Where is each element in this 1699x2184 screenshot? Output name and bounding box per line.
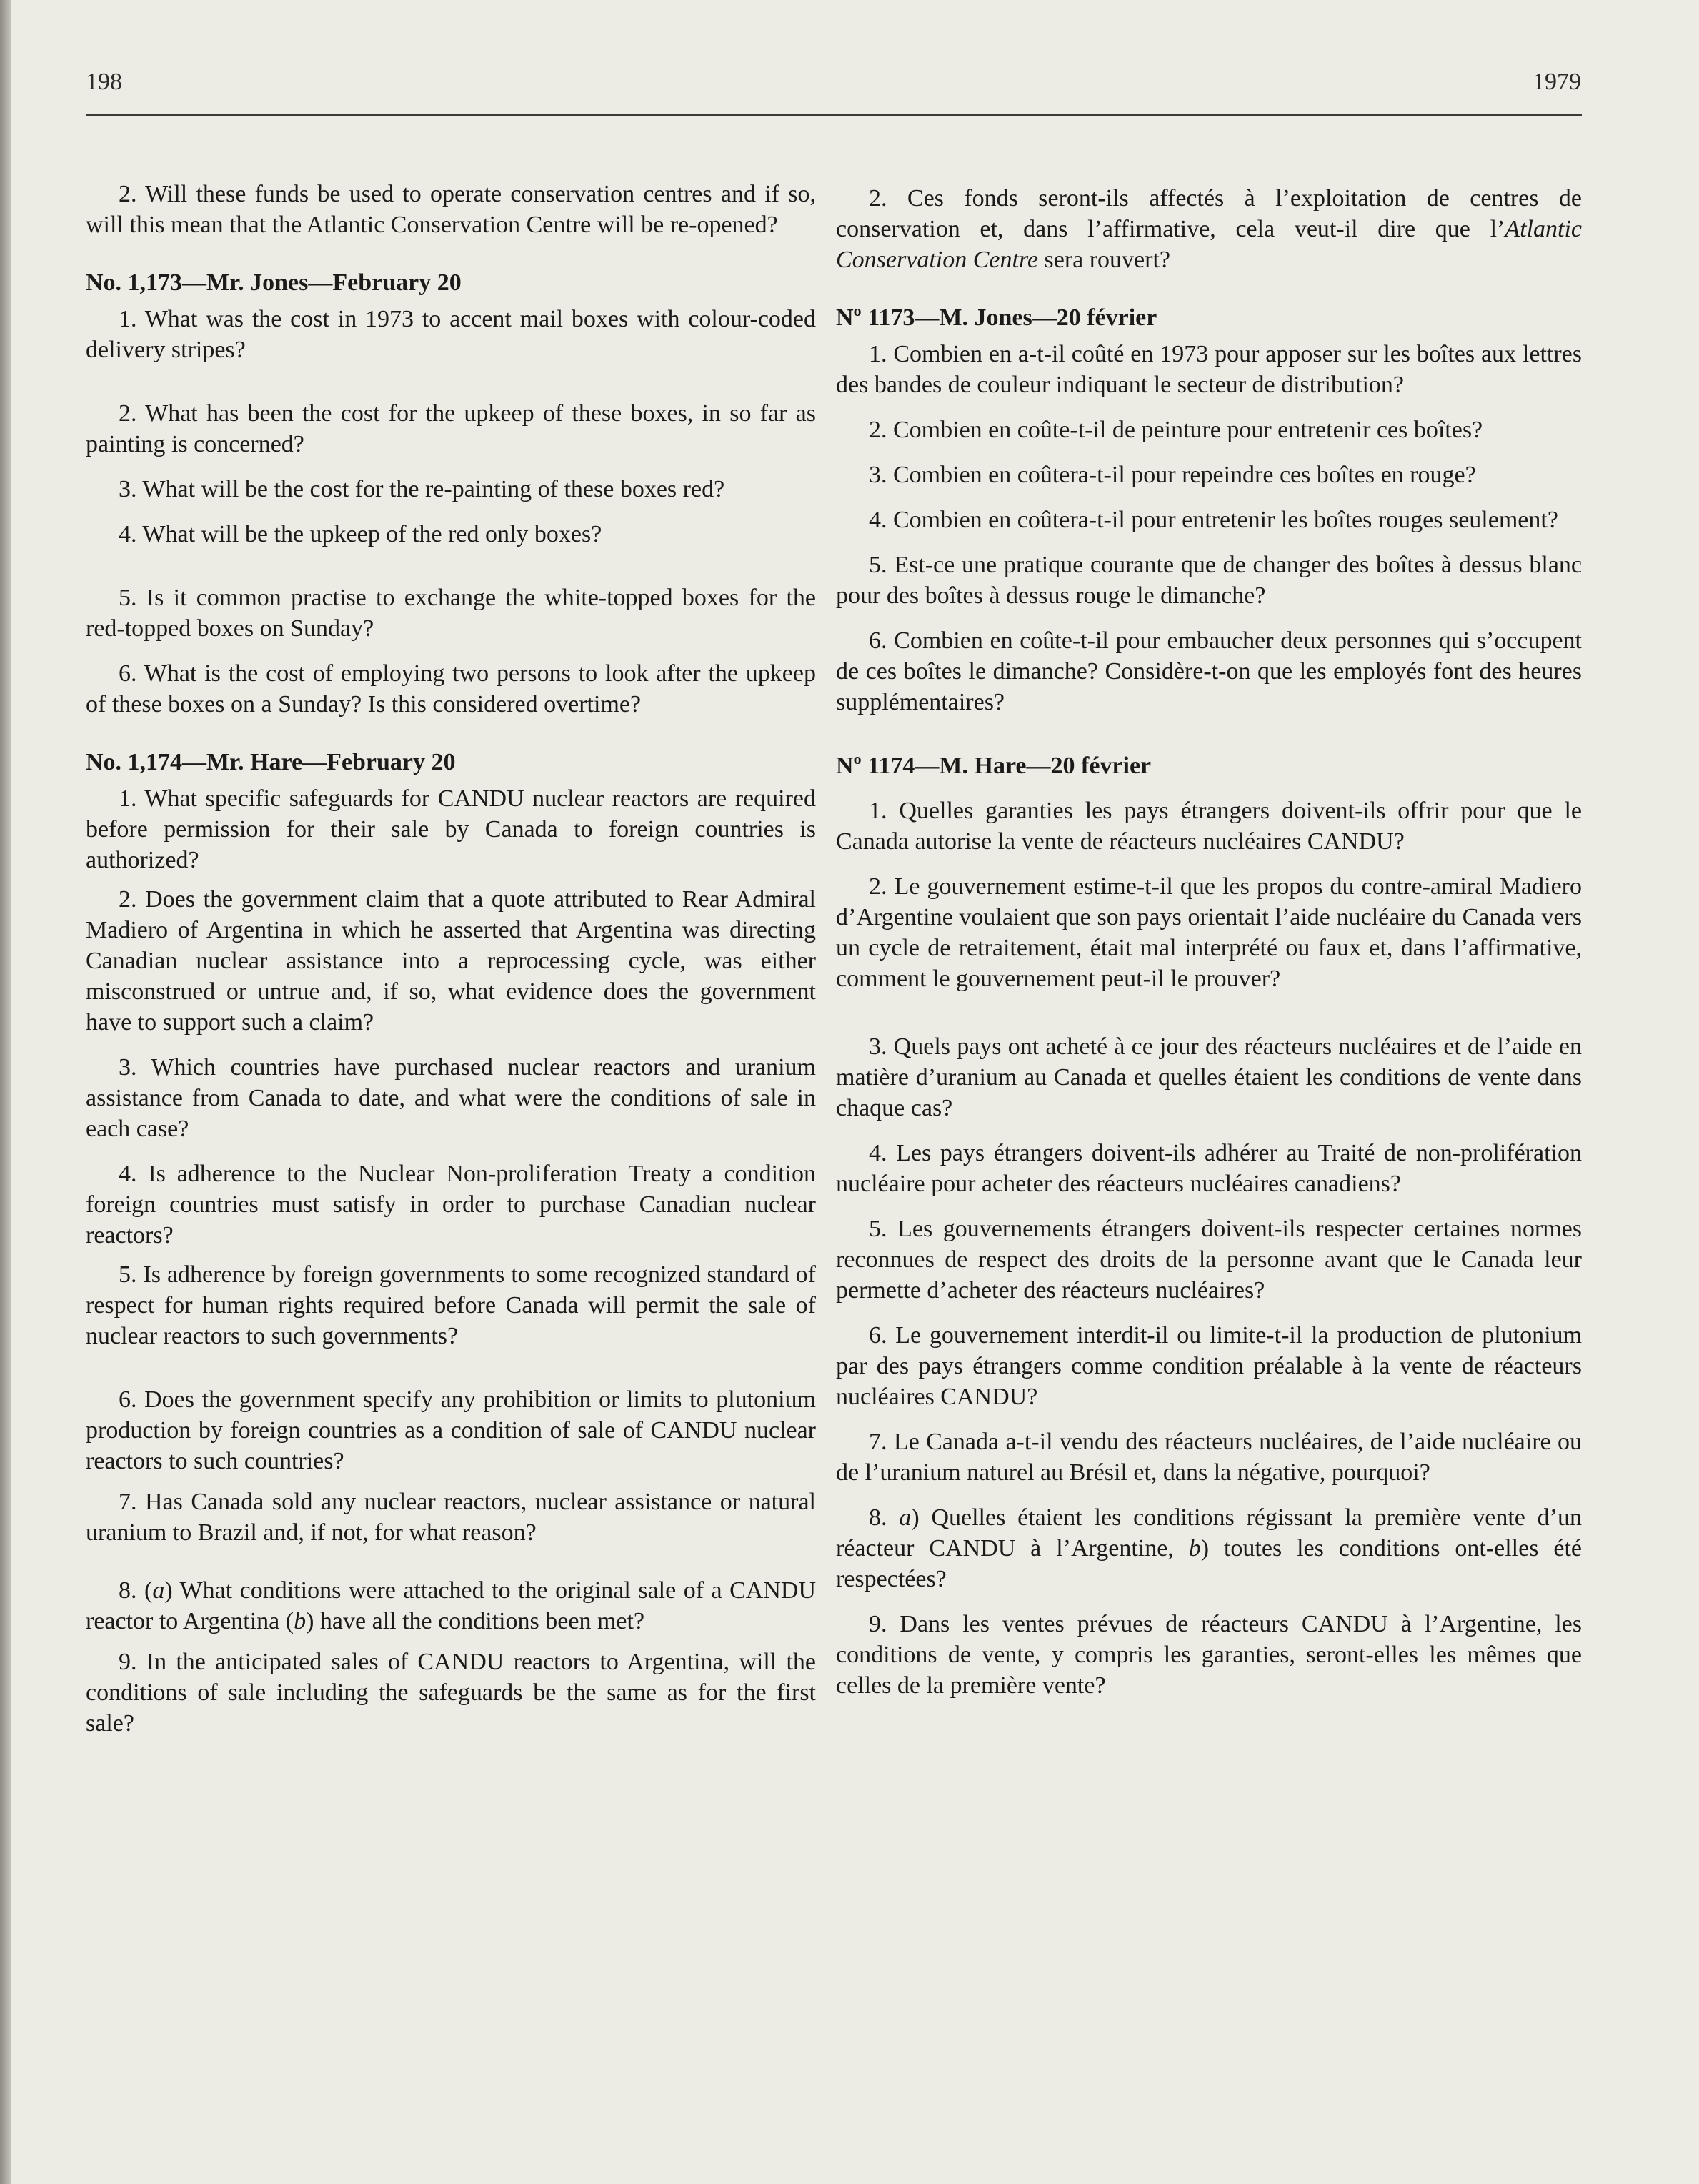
en-1174-item-1: 1. What specific safeguards for CANDU nuclear reactors are required before permission for their sale by Canada to foreign countries is authorized? xyxy=(86,785,816,873)
page-binding-shadow xyxy=(0,0,11,2184)
en-question-1173-heading: No. 1,173—Mr. Jones—February 20 xyxy=(86,269,462,296)
en-1173-item-5: 5. Is it common practise to exchange the white-topped boxes for the red-topped boxes on Sunday? xyxy=(86,585,816,642)
en-1174-item-7: 7. Has Canada sold any nuclear reactors, nuclear assistance or natural uranium to Brazil and, if not, for what reason? xyxy=(86,1489,816,1546)
en-1174-item-6: 6. Does the government specify any prohibition or limits to plutonium production by foreign countries as a condition of sale of CANDU nuclear reactors to such countries? xyxy=(86,1386,816,1474)
fr-1173-item-1: 1. Combien en a-t-il coûté en 1973 pour apposer sur les boîtes aux lettres des bandes de couleur indiquant le secteur de distribution? xyxy=(836,341,1582,398)
fr-1173-item-6: 6. Combien en coûte-t-il pour embaucher deux personnes qui s’occupent de ces boîtes le dimanche? Considère-t-on que les employés font des heures supplémentaires? xyxy=(836,627,1582,715)
fr-intro-question: 2. Ces fonds seront-ils affectés à l’exploitation de centres de conservation et, dans l’affirmative, cela veut-il dire que l’Atlantic Conservation Centre sera rouvert? xyxy=(836,185,1582,273)
fr-1174-item-4: 4. Les pays étrangers doivent-ils adhérer au Traité de non-prolifération nucléaire pour acheter des réacteurs nucléaires canadiens? xyxy=(836,1140,1582,1197)
en-1174-item-8: 8. (a) What conditions were attached to the original sale of a CANDU reactor to Argentina (b) have all the conditions been met? xyxy=(86,1577,816,1634)
page-year: 1979 xyxy=(1533,69,1581,95)
en-1173-item-1: 1. What was the cost in 1973 to accent mail boxes with colour-coded delivery stripes? xyxy=(86,306,816,363)
fr-1174-item-7: 7. Le Canada a-t-il vendu des réacteurs nucléaires, de l’aide nucléaire ou de l’uranium naturel au Brésil et, dans la négative, pourquoi? xyxy=(836,1429,1582,1486)
fr-1174-item-3: 3. Quels pays ont acheté à ce jour des réacteurs nucléaires et de l’aide en matière d’uranium au Canada et quelles étaient les conditions de vente dans chaque cas? xyxy=(836,1033,1582,1121)
fr-1174-item-5: 5. Les gouvernements étrangers doivent-ils respecter certaines normes reconnues de respect des droits de la personne avant que le Canada leur permette d’acheter des réacteurs nucléaires? xyxy=(836,1216,1582,1304)
fr-1173-item-5: 5. Est-ce une pratique courante que de changer des boîtes à dessus blanc pour des boîtes à dessus rouge le dimanche? xyxy=(836,552,1582,609)
fr-1173-item-2: 2. Combien en coûte-t-il de peinture pour entretenir ces boîtes? xyxy=(869,417,1483,443)
fr-1174-item-1: 1. Quelles garanties les pays étrangers doivent-ils offrir pour que le Canada autorise la vente de réacteurs nucléaires CANDU? xyxy=(836,798,1582,855)
en-1174-item-4: 4. Is adherence to the Nuclear Non-proliferation Treaty a condition foreign countries must satisfy in order to purchase Canadian nuclear reactors? xyxy=(86,1161,816,1249)
en-1173-item-4: 4. What will be the upkeep of the red only boxes? xyxy=(119,521,602,547)
english-column xyxy=(86,179,816,1739)
fr-1174-item-6: 6. Le gouvernement interdit-il ou limite-t-il la production de plutonium par des pays étrangers comme condition préalable à la vente de réacteurs nucléaires CANDU? xyxy=(836,1322,1582,1410)
en-1174-item-3: 3. Which countries have purchased nuclear reactors and uranium assistance from Canada to date, and what were the conditions of sale in each case? xyxy=(86,1054,816,1142)
en-1173-item-2: 2. What has been the cost for the upkeep of these boxes, in so far as painting is concerned? xyxy=(86,400,816,457)
en-intro-question: 2. Will these funds be used to operate conservation centres and if so, will this mean that the Atlantic Conservation Centre will be re-opened? xyxy=(86,181,816,238)
fr-1173-item-3: 3. Combien en coûtera-t-il pour repeindre ces boîtes en rouge? xyxy=(869,462,1476,488)
fr-question-1174-heading: Nº 1174—M. Hare—20 février xyxy=(836,753,1152,779)
french-column xyxy=(836,179,1582,1701)
en-1174-item-5: 5. Is adherence by foreign governments to some recognized standard of respect for human rights required before Canada will permit the sale of nuclear reactors to such governments? xyxy=(86,1261,816,1349)
fr-question-1173-heading: Nº 1173—M. Jones—20 février xyxy=(836,304,1157,331)
fr-1174-item-9: 9. Dans les ventes prévues de réacteurs CANDU à l’Argentine, les conditions de vente, y compris les garanties, seront-elles les mêmes que celles de la première vente? xyxy=(836,1611,1582,1699)
fr-1174-item-2: 2. Le gouvernement estime-t-il que les propos du contre-amiral Madiero d’Argentine voulaient que son pays orientait l’aide nucléaire du Canada vers un cycle de retraitement, était mal interprété ou faux et, dans l’affirmative, comment le gouvernement peut-il le prouver? xyxy=(836,873,1582,992)
en-question-1174-heading: No. 1,174—Mr. Hare—February 20 xyxy=(86,749,456,775)
fr-1173-item-4: 4. Combien en coûtera-t-il pour entretenir les boîtes rouges seulement? xyxy=(869,507,1558,533)
document-page xyxy=(11,0,1699,2184)
fr-1174-item-8: 8. a) Quelles étaient les conditions régissant la première vente d’un réacteur CANDU à l’Argentine, b) toutes les conditions ont-elles été respectées? xyxy=(836,1504,1583,1592)
header-rule xyxy=(86,114,1582,116)
en-1174-item-9: 9. In the anticipated sales of CANDU reactors to Argentina, will the conditions of sale including the safeguards be the same as for the first sale? xyxy=(86,1649,816,1737)
en-1174-item-2: 2. Does the government claim that a quote attributed to Rear Admiral Madiero of Argentina in which he asserted that Argentina was directing Canadian nuclear assistance into a reprocessing cycle, was either misconstrued or untrue and, if so, what evidence does the government have to support such a claim? xyxy=(86,886,816,1036)
en-1173-item-3: 3. What will be the cost for the re-painting of these boxes red? xyxy=(119,476,725,502)
page-number: 198 xyxy=(86,69,122,95)
en-1173-item-6: 6. What is the cost of employing two persons to look after the upkeep of these boxes on a Sunday? Is this considered overtime? xyxy=(86,660,816,718)
